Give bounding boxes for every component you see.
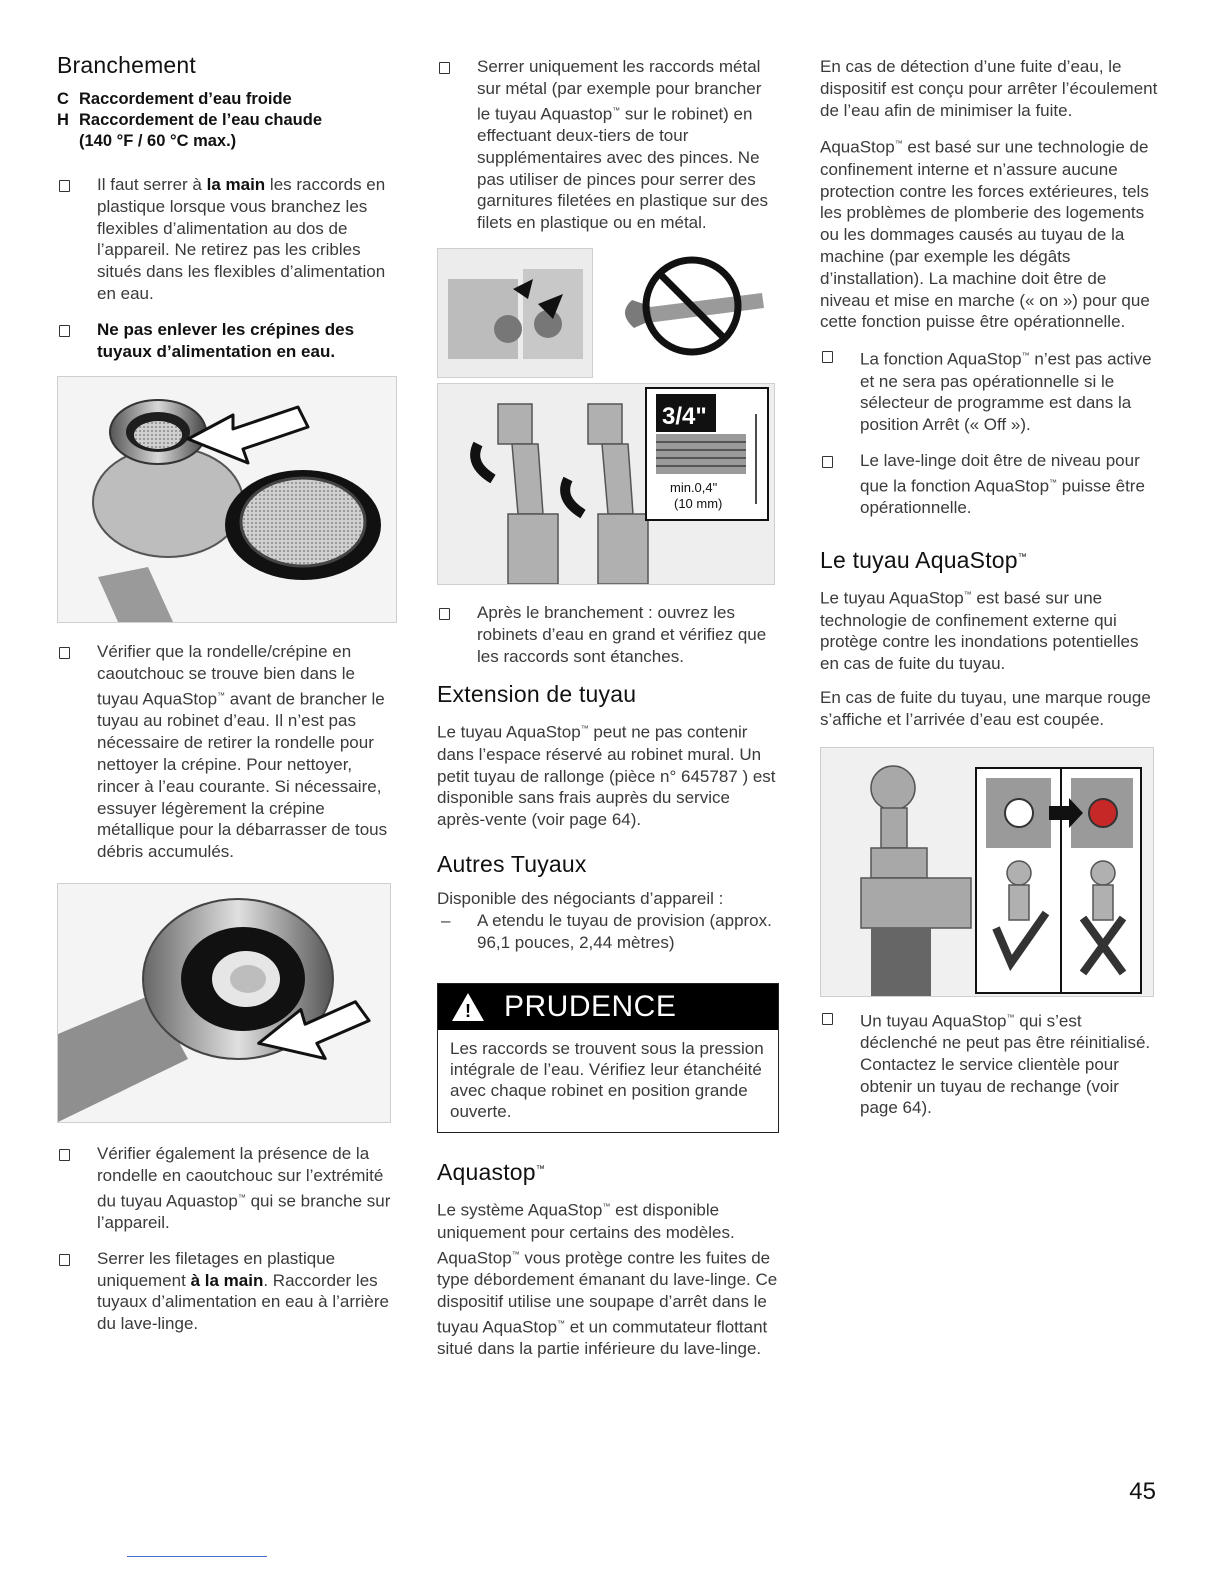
bullet-hand-tighten: Il faut serrer à la main les raccords en plastique lorsque vous branchez les flexibles d’alimentation au dos de l’appareil. Ne retirez pas les cribles situés dans les flexibles d’alimentation en eau. [57, 174, 397, 305]
section-heading-aquastop-hose: Le tuyau AquaStop™ [820, 547, 1027, 574]
caution-header [438, 984, 778, 1030]
legend-key-h: H [57, 111, 69, 129]
other-hoses-text: Disponible des négociants d’appareil : [437, 889, 724, 909]
warning-icon: ! [452, 993, 484, 1021]
thread-size-label: 3/4" [662, 403, 707, 431]
column-2 [437, 52, 779, 1372]
other-hoses-item: – A etendu le tuyau de provision (approx. 96,1 pouces, 2,44 mètres) [437, 910, 779, 954]
bullet-check-washer: Vérifier que la rondelle/crépine en caoutchouc se trouve bien dans le tuyau AquaStop™ avant de brancher le tuyau au robinet d’eau. Il n’est pas nécessaire de retirer la rondelle pour nettoyer la crépine. Pour nettoyer, rincer à l’eau courante. Si nécessaire, essuyer légèrement la crépine métallique pour la débarrasser de tous débris accumulés. [57, 641, 397, 863]
hose-leak-text: En cas de fuite du tuyau, une marque rouge s’affiche et l’arrivée d’eau est coupée. [820, 687, 1151, 729]
no-pliers-icon [612, 248, 777, 376]
legend-text-h: Raccordement de l’eau chaude [79, 111, 322, 129]
caution-title: PRUDENCE [504, 990, 677, 1024]
bullet-no-reset: Un tuyau AquaStop™ qui s’est déclenché ne peut pas être réinitialisé. Contactez le service clientèle pour obtenir un tuyau de rechange (voir page 64). [820, 1007, 1160, 1120]
bullet-metal-tighten: Serrer uniquement les raccords métal sur métal (par exemple pour brancher le tuyau Aquastop™ sur le robinet) en effectuant deux-tiers de tour supplémentaires avec des pinces. Ne pas utiliser de pinces pour serrer des garnitures filetées en plastique sur des filets en plastique ou en métal. [437, 56, 779, 234]
hose-tech-text: Le tuyau AquaStop™ est basé sur une technologie de confinement externe qui protège contre les inondations potentielles en cas de fuite du tuyau. [820, 588, 1139, 674]
legend-text-c: Raccordement d’eau froide [79, 90, 292, 108]
aquastop-text: Le système AquaStop™ est disponible uniquement pour certains des modèles. AquaStop™ vous protège contre les fuites de type débordement émanant du lave-linge. Ce dispositif utilise une soupape d’arrêt dans le tuyau AquaStop™ et un commutateur flottant situé dans la partie inférieure du lave-linge. [437, 1201, 778, 1359]
min-length-mm-label: (10 mm) [674, 496, 723, 512]
connection-legend [57, 89, 397, 152]
legend-temp: (140 °F / 60 °C max.) [79, 132, 237, 150]
leak-detection-text: En cas de détection d’une fuite d’eau, le dispositif est conçu pour arrêter l’écoulement de l’eau afin de minimiser la fuite. [820, 57, 1158, 120]
figure-strainer-washer [57, 376, 397, 623]
caution-text: Les raccords se trouvent sous la pression intégrale de l’eau. Vérifiez leur étanchéité avec chaque robinet en position grande ouverte. [450, 1039, 764, 1122]
bullet-check-hose-end: Vérifier également la présence de la rondelle en caoutchouc sur l’extrémité du tuyau Aquastop™ qui se branche sur l’appareil. [57, 1143, 397, 1234]
footer-line [127, 1556, 267, 1557]
faucet-thread-illustration [438, 384, 774, 584]
section-heading-extension: Extension de tuyau [437, 681, 637, 708]
bullet-aquastop-off: La fonction AquaStop™ n’est pas active et ne sera pas opérationnelle si le sélecteur de programme est dans la position Arrêt (« Off »). [820, 345, 1160, 436]
section-heading-other-hoses: Autres Tuyaux [437, 851, 587, 878]
column-3 [820, 52, 1160, 1133]
figure-hose-end-washer [57, 883, 391, 1123]
faucet-arrows-illustration [438, 249, 592, 377]
aquastop-indicator-illustration [821, 748, 1153, 996]
legend-key-c: C [57, 90, 69, 108]
strainer-illustration [58, 377, 396, 622]
page-number: 45 [1129, 1478, 1156, 1505]
bullet-level-washer: Le lave-linge doit être de niveau pour que la fonction AquaStop™ puisse être opérationnelle. [820, 450, 1160, 519]
bullet-no-remove-strainer: Ne pas enlever les crépines des tuyaux d’alimentation en eau. [57, 319, 397, 363]
caution-box [437, 983, 779, 1133]
red-indicator-icon [1089, 799, 1117, 827]
bullet-after-connection: Après le branchement : ouvrez les robinets d’eau en grand et vérifiez que les raccords sont étanches. [437, 602, 779, 667]
bullet-tighten-plastic: Serrer les filetages en plastique uniquement à la main. Raccorder les tuyaux d’alimentation en eau à l’arrière du lave-linge. [57, 1248, 397, 1335]
section-heading-aquastop: Aquastop™ [437, 1159, 545, 1186]
min-length-label: min.0,4" [670, 480, 718, 496]
hose-washer-illustration [58, 884, 390, 1122]
figure-faucet-connection [437, 248, 777, 588]
column-1 [57, 52, 397, 1349]
section-heading-branchement: Branchement [57, 52, 196, 78]
extension-text: Le tuyau AquaStop™ peut ne pas contenir dans l’espace réservé au robinet mural. Un petit tuyau de rallonge (pièce n° 645787 ) est disponible sans frais auprès du service après-vente (voir page 64). [437, 723, 776, 830]
figure-aquastop-indicator [820, 747, 1154, 997]
internal-tech-text: AquaStop™ est basé sur une technologie de confinement interne et n’assure aucune protection contre les forces extérieures, tels les problèmes de plomberie des logements ou les dommages causés au tuyau de la machine (par exemple les dégâts d’installation). La machine doit être de niveau et mise en marche (« on ») pour que cette fonction puisse être opérationnelle. [820, 138, 1150, 332]
